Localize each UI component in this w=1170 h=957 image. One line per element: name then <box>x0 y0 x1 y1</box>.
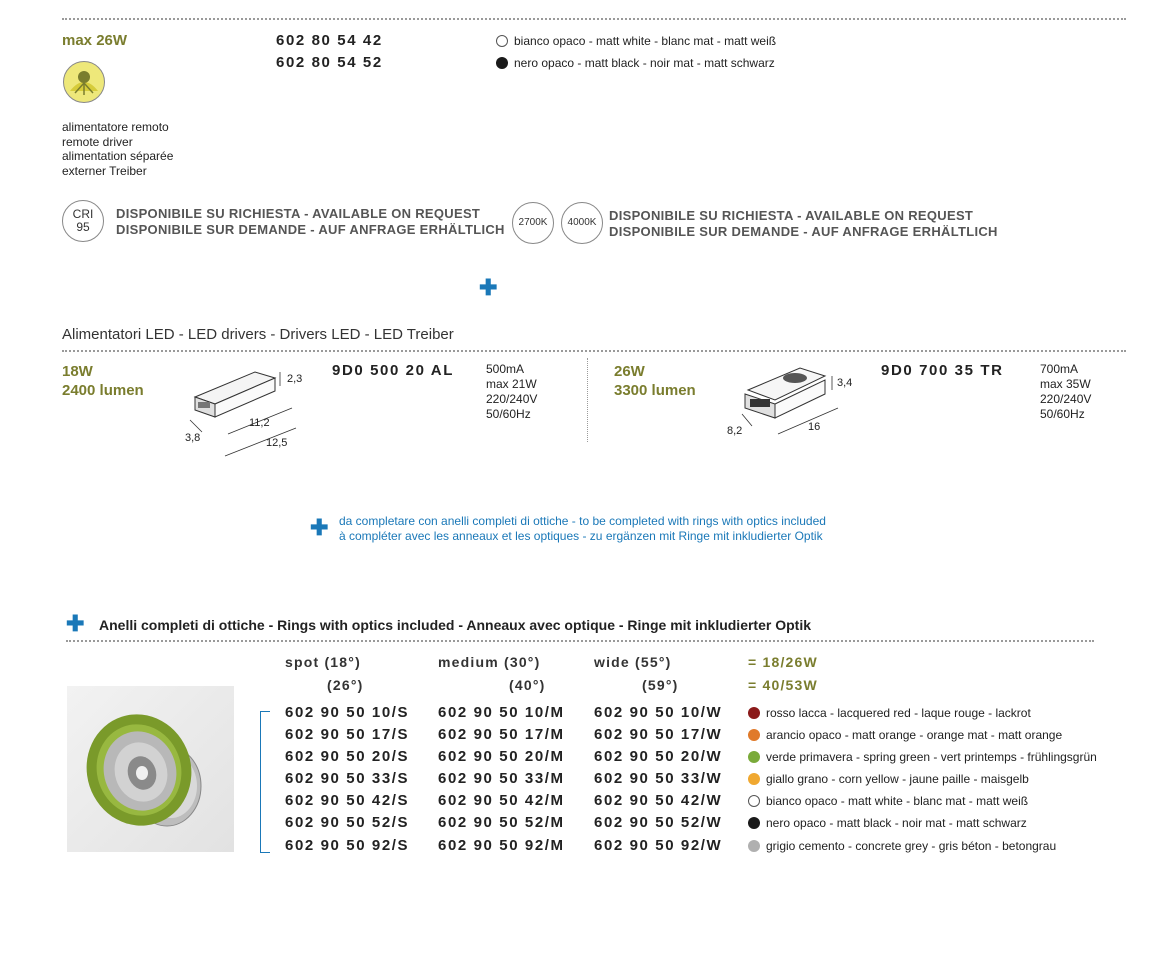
finish-swatch <box>748 840 760 852</box>
finish-item <box>496 34 776 49</box>
finish-swatch <box>496 57 508 69</box>
table-row: 602 90 50 92/S <box>285 837 410 854</box>
product-code: 602 80 54 42 <box>276 32 383 49</box>
plus-icon: ✚ <box>310 515 329 540</box>
cri-availability: DISPONIBILE SU RICHIESTA - AVAILABLE ON REQUEST DISPONIBILE SUR DEMANDE - AUF ANFRAGE ERHÄLTLICH <box>116 206 505 237</box>
remote-driver-icon <box>62 60 106 104</box>
finish-swatch <box>748 773 760 785</box>
driver-right-specs: 700mA max 35W 220/240V 50/60Hz <box>1040 362 1092 421</box>
table-cell: 602 90 50 17/W <box>594 726 723 743</box>
finish-label: bianco opaco - matt white - blanc mat - matt weiß <box>514 34 777 48</box>
product-code: 602 80 54 52 <box>276 54 383 71</box>
driver-left-code: 9D0 500 20 AL <box>332 362 454 379</box>
finish-item: nero opaco - matt black - noir mat - matt schwarz <box>748 812 1027 834</box>
finish-swatch <box>748 707 760 719</box>
finish-swatch <box>748 817 760 829</box>
top-divider <box>62 18 1126 20</box>
table-cell: 602 90 50 33/M <box>438 770 565 787</box>
drivers-column-divider <box>587 358 588 442</box>
plus-icon: ✚ <box>66 611 85 636</box>
plus-icon: ✚ <box>479 275 498 300</box>
finish-item: verde primavera - spring green - vert printemps - frühlingsgrün <box>748 746 1097 768</box>
dim-length: 16 <box>808 421 821 433</box>
rings-title: Anelli completi di ottiche - Rings with optics included - Anneaux avec optique - Ringe mit inkludierter Optik <box>99 617 811 633</box>
dim-length: 12,5 <box>266 437 288 449</box>
finish-swatch <box>748 729 760 741</box>
finish-item: bianco opaco - matt white - blanc mat - matt weiß <box>748 790 1028 812</box>
finish-swatch <box>496 35 508 47</box>
header-wide-alt: (59°) <box>642 677 679 693</box>
table-cell: 602 90 50 10/M <box>438 704 565 721</box>
dim-height: 2,3 <box>287 373 303 385</box>
table-row: 602 90 50 10/S <box>285 704 410 721</box>
driver-left-specs: 500mA max 21W 220/240V 50/60Hz <box>486 362 538 421</box>
finish-label: nero opaco - matt black - noir mat - matt schwarz <box>514 56 775 70</box>
table-cell: 602 90 50 20/M <box>438 748 565 765</box>
header-spot-alt: (26°) <box>327 677 364 693</box>
finish-item: giallo grano - corn yellow - jaune paille - maisgelb <box>748 768 1029 790</box>
header-medium: medium (30°) <box>438 654 541 670</box>
header-power-1: = 18/26W <box>748 654 818 670</box>
table-cell: 602 90 50 33/W <box>594 770 723 787</box>
ring-product-photo <box>67 686 234 852</box>
rings-divider <box>66 640 1094 642</box>
table-cell: 602 90 50 52/W <box>594 814 723 831</box>
header-medium-alt: (40°) <box>509 677 546 693</box>
table-row: 602 90 50 42/S <box>285 792 410 809</box>
header-wide: wide (55°) <box>594 654 672 670</box>
driver-right-code: 9D0 700 35 TR <box>881 362 1004 379</box>
cct-4000k-badge: 4000K <box>561 202 603 244</box>
table-row: 602 90 50 33/S <box>285 770 410 787</box>
drivers-divider <box>62 350 1126 352</box>
table-row: 602 90 50 52/S <box>285 814 410 831</box>
dim-width: 11,2 <box>249 417 270 429</box>
header-spot: spot (18°) <box>285 654 361 670</box>
finish-item: grigio cemento - concrete grey - gris béton - betongrau <box>748 835 1056 857</box>
table-cell: 602 90 50 42/M <box>438 792 565 809</box>
table-row: 602 90 50 17/S <box>285 726 410 743</box>
table-cell: 602 90 50 92/M <box>438 837 565 854</box>
finish-item: arancio opaco - matt orange - orange mat - matt orange <box>748 724 1062 746</box>
table-cell: 602 90 50 20/W <box>594 748 723 765</box>
dim-height: 3,4 <box>837 377 853 389</box>
dim-depth: 3,8 <box>185 432 201 444</box>
table-cell: 602 90 50 10/W <box>594 704 723 721</box>
finish-item: rosso lacca - lacquered red - laque rouge - lackrot <box>748 702 1031 724</box>
cri-badge: CRI 95 <box>62 200 104 242</box>
driver-left-rating: 18W 2400 lumen <box>62 363 144 399</box>
rows-bracket <box>260 711 270 853</box>
finish-swatch <box>748 751 760 763</box>
table-cell: 602 90 50 52/M <box>438 814 565 831</box>
table-cell: 602 90 50 17/M <box>438 726 565 743</box>
table-row: 602 90 50 20/S <box>285 748 410 765</box>
rings-note: da completare con anelli completi di ottiche - to be completed with rings with optics included à compléter avec les anneaux et les optiques - zu ergänzen mit Ringe mit inkludierter Optik <box>339 514 826 543</box>
driver-right-rating: 26W 3300 lumen <box>614 363 696 399</box>
cct-2700k-badge: 2700K <box>512 202 554 244</box>
driver-description: alimentatore remoto remote driver alimentation séparée externer Treiber <box>62 120 174 178</box>
header-power-2: = 40/53W <box>748 677 818 693</box>
power-label: max 26W <box>62 32 128 49</box>
finish-item <box>496 56 775 71</box>
cct-availability: DISPONIBILE SU RICHIESTA - AVAILABLE ON REQUEST DISPONIBILE SUR DEMANDE - AUF ANFRAGE ERHÄLTLICH <box>609 208 998 239</box>
table-cell: 602 90 50 42/W <box>594 792 723 809</box>
drivers-title: Alimentatori LED - LED drivers - Drivers LED - LED Treiber <box>62 326 454 343</box>
dim-depth: 8,2 <box>727 425 743 437</box>
finish-swatch <box>748 795 760 807</box>
table-cell: 602 90 50 92/W <box>594 837 723 854</box>
